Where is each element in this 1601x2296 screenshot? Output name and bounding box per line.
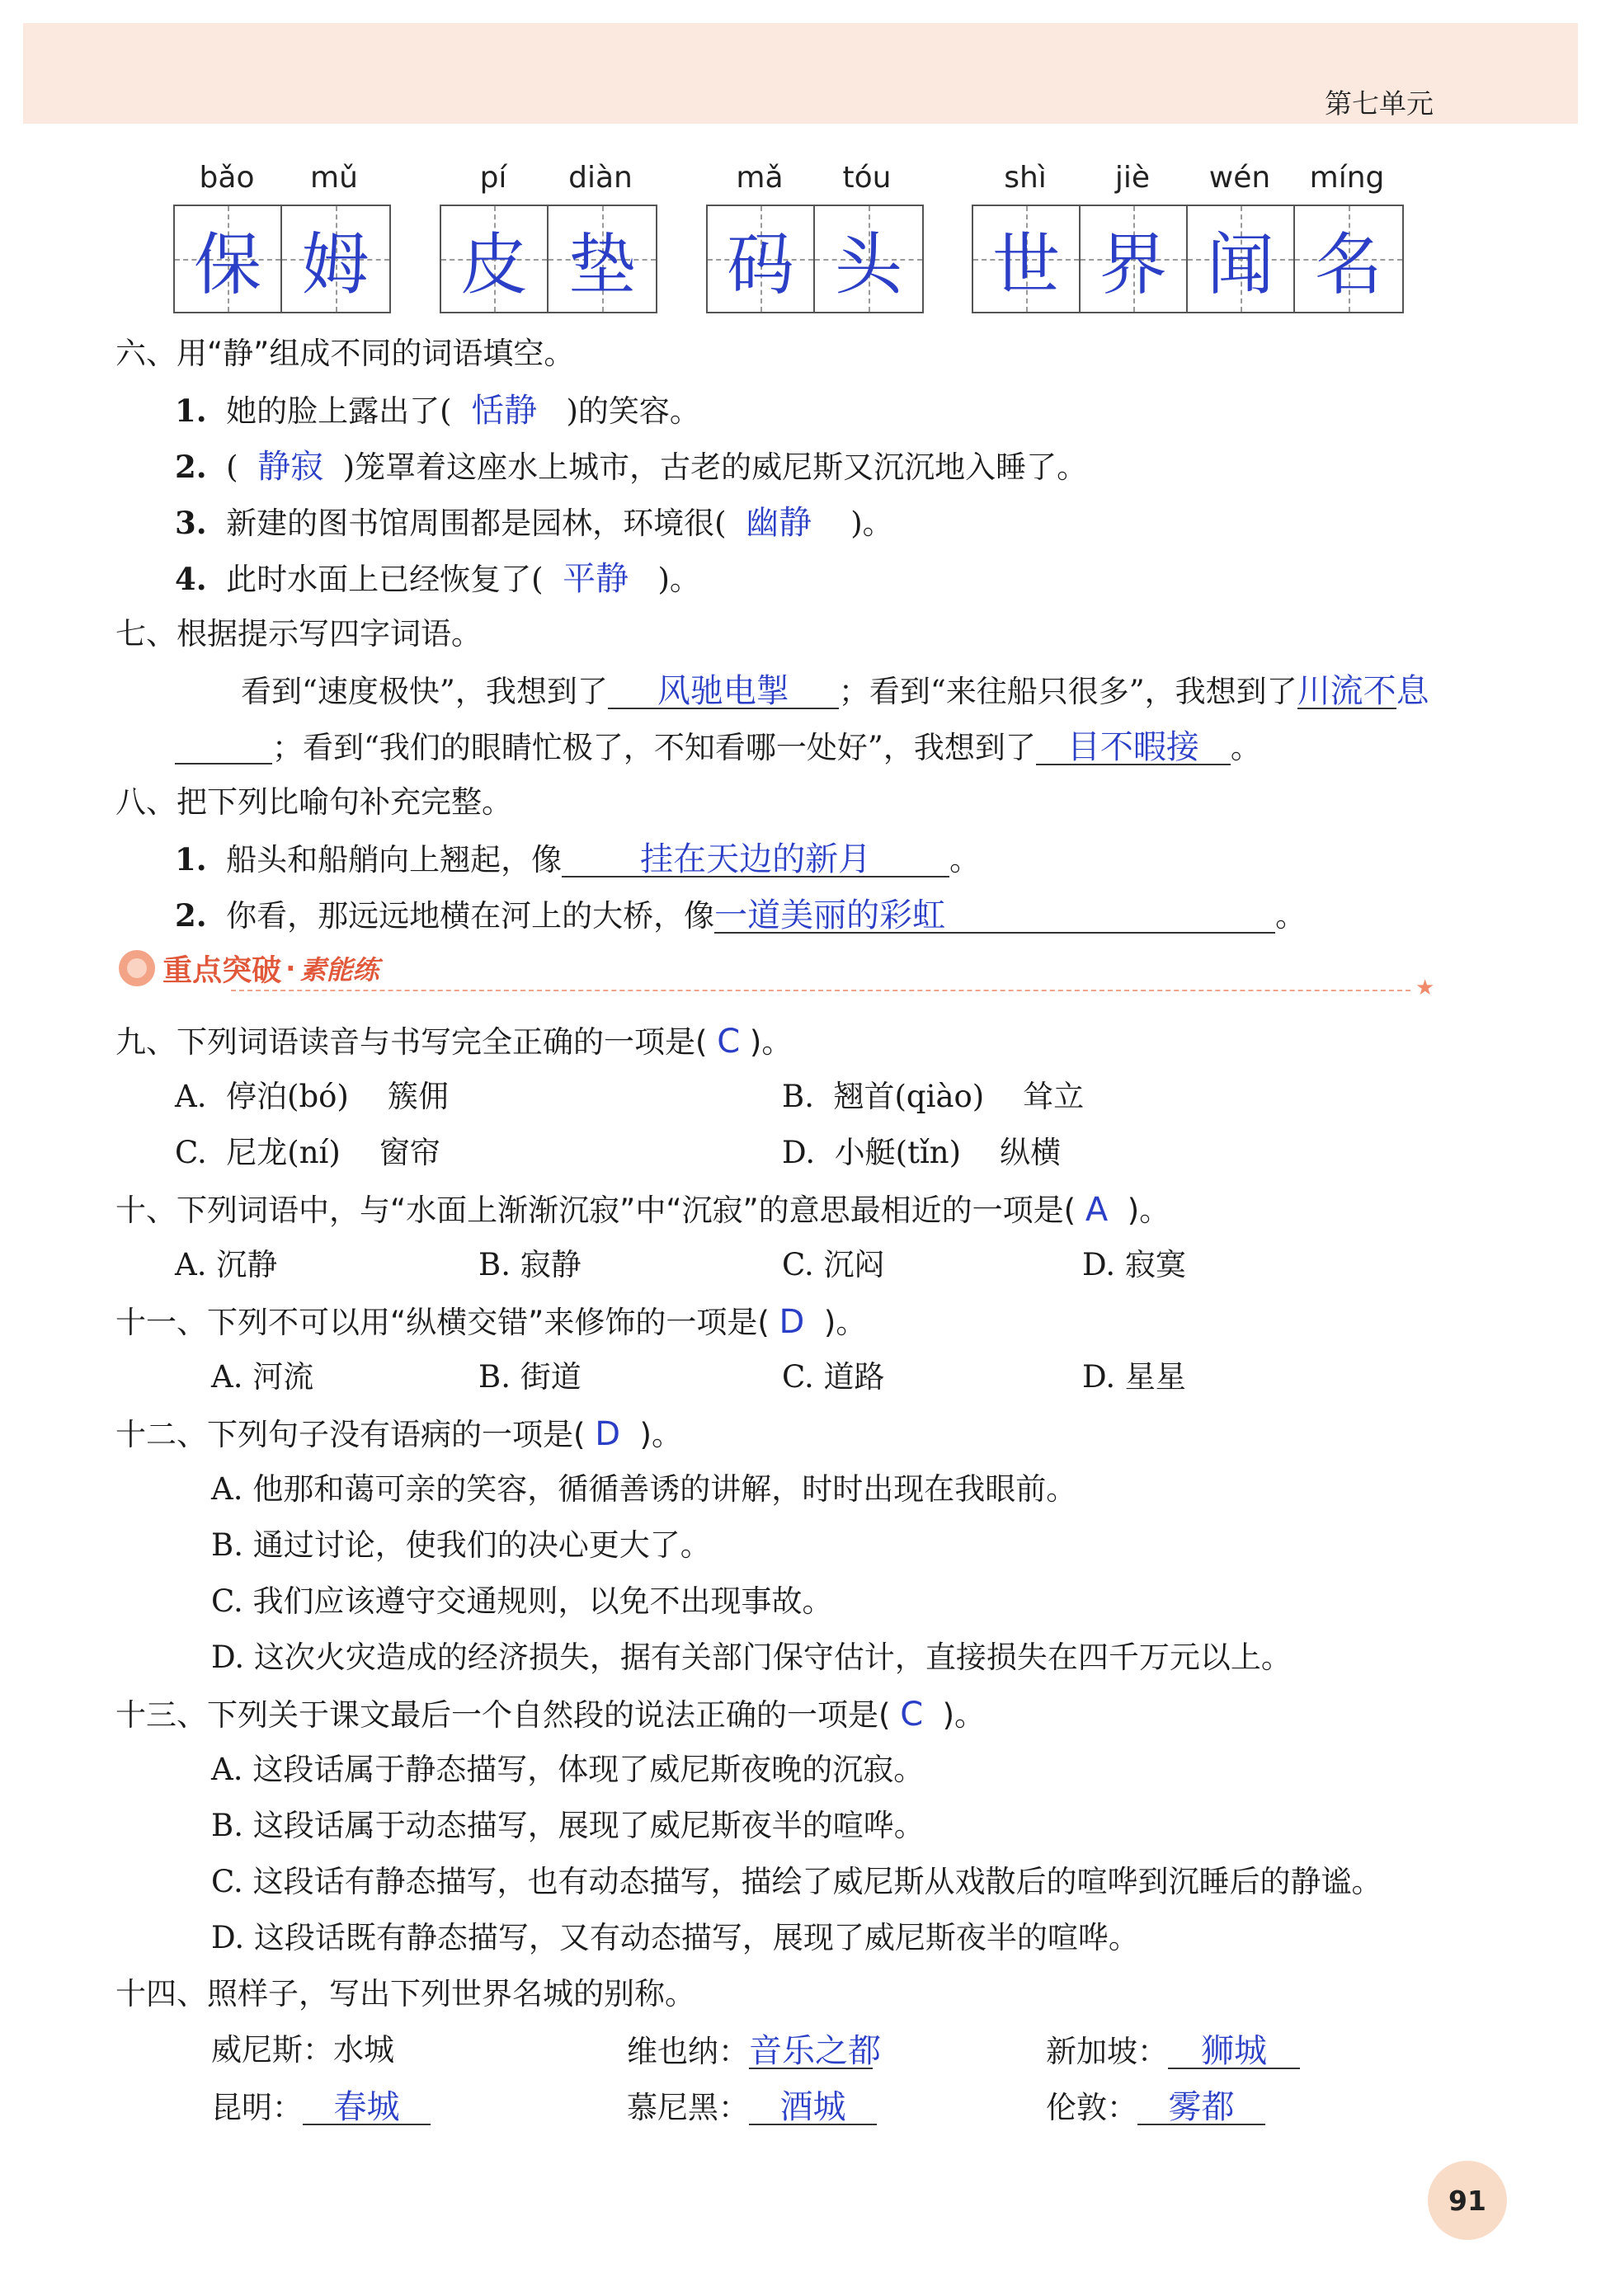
q11-option-d: D. 星星	[1082, 1359, 1186, 1395]
section-dot: ·	[285, 953, 296, 984]
pinyin: shì	[1004, 161, 1047, 195]
q9-title: 九、下列词语读音与书写完全正确的一项是( C )。	[115, 1023, 793, 1061]
tian-grid-cell: 姆	[282, 206, 389, 312]
q8-title: 八、把下列比喻句补充完整。	[115, 784, 512, 820]
q6-title: 六、用“静”组成不同的词语填空。	[115, 336, 575, 371]
unit-title: 第七单元	[1325, 87, 1434, 120]
q7-line-1: 看到“速度极快”，我想到了 风驰电掣 ；看到“来往船只很多”，我想到了川流不息	[241, 672, 1429, 710]
q6-item-1: 1. 她的脸上露出了( 恬静 )的笑容。	[175, 392, 700, 430]
q9-option-d: D. 小艇(tǐn) 纵横	[782, 1135, 1062, 1170]
tian-grid-cell: 界	[1081, 206, 1188, 312]
star-icon: ★	[1415, 976, 1435, 1000]
flower-icon	[115, 947, 158, 990]
q6-item-3: 3. 新建的图书馆周围都是园林，环境很( 幽静 )。	[175, 504, 893, 542]
pinyin: diàn	[568, 161, 633, 195]
answer-text: 恬静	[471, 392, 538, 430]
answer-text: 静寂	[257, 448, 324, 486]
q14-city-2: 维也纳：音乐之都	[627, 2032, 881, 2070]
section-divider	[231, 990, 1410, 991]
q12-title: 十二、下列句子没有语病的一项是( D )。	[115, 1415, 682, 1453]
answer-text: D	[779, 1303, 805, 1341]
answer-text: 幽静	[746, 504, 812, 542]
tian-grid-cell: 保	[175, 206, 282, 312]
q12-option-d: D. 这次火灾造成的经济损失，据有关部门保守估计，直接损失在四千万元以上。	[211, 1640, 1292, 1675]
q10-option-d: D. 寂寞	[1082, 1247, 1186, 1282]
q10-option-c: C. 沉闷	[782, 1247, 885, 1282]
answer-text: 一道美丽的彩虹	[714, 896, 946, 934]
answer-text: 酒城	[779, 2088, 846, 2126]
pinyin: jiè	[1114, 161, 1151, 195]
q7-line-2: ；看到“我们的眼睛忙极了，不知看哪一处好”，我想到了 目不暇接 。	[175, 731, 1261, 765]
answer-text: 平静	[563, 560, 629, 598]
q11-title: 十一、下列不可以用“纵横交错”来修饰的一项是( D )。	[115, 1303, 867, 1341]
q11-option-c: C. 道路	[782, 1359, 885, 1395]
tian-grid-cell: 头	[815, 206, 922, 312]
answer-text: 川流不息	[1297, 672, 1429, 710]
pinyin: mǔ	[310, 161, 358, 195]
q14-city-3: 新加坡： 狮城	[1046, 2035, 1300, 2069]
q10-option-a: A. 沉静	[175, 1247, 278, 1282]
section-subtitle: 素能练	[299, 954, 379, 986]
q14-city-5: 慕尼黑： 酒城	[627, 2091, 877, 2125]
q12-option-c: C. 我们应该遵守交通规则，以免不出现事故。	[211, 1583, 833, 1619]
tian-grid-cell: 皮	[441, 206, 549, 312]
q12-option-a: A. 他那和蔼可亲的笑容，循循善诱的讲解，时时出现在我眼前。	[211, 1471, 1077, 1507]
q9-option-a: A. 停泊(bó) 簇佣	[175, 1079, 449, 1114]
answer-text: 目不暇接	[1067, 728, 1199, 766]
q14-title: 十四、照样子，写出下列世界名城的别称。	[115, 1976, 695, 2011]
q8-item-1: 1. 船头和船艄向上翘起，像 挂在天边的新月 。	[175, 840, 981, 878]
tian-grid-cell: 世	[973, 206, 1081, 312]
q8-item-2: 2. 你看，那远远地横在河上的大桥，像一道美丽的彩虹 。	[175, 896, 1307, 934]
pinyin: míng	[1309, 161, 1385, 195]
pinyin: bǎo	[199, 161, 255, 195]
answer-text: 雾都	[1168, 2088, 1235, 2126]
tian-grid-cell: 码	[708, 206, 815, 312]
q13-option-a: A. 这段话属于静态描写，体现了威尼斯夜晚的沉寂。	[211, 1752, 925, 1787]
answer-text: 春城	[333, 2088, 400, 2126]
q11-option-a: A. 河流	[211, 1359, 314, 1395]
q9-option-c: C. 尼龙(ní) 窗帘	[175, 1135, 440, 1170]
q10-title: 十、下列词语中，与“水面上渐渐沉寂”中“沉寂”的意思最相近的一项是( A )。	[115, 1191, 1170, 1229]
q9-option-b: B. 翘首(qiào) 耸立	[782, 1079, 1085, 1114]
q11-option-b: B. 街道	[478, 1359, 582, 1395]
q10-option-b: B. 寂静	[478, 1247, 582, 1282]
q14-city-4: 昆明： 春城	[211, 2091, 431, 2125]
answer-text: 风驰电掣	[657, 672, 789, 710]
answer-text: C	[900, 1696, 924, 1734]
q7-title: 七、根据提示写四字词语。	[115, 616, 482, 652]
q13-option-c: C. 这段话有静态描写，也有动态描写，描绘了威尼斯从戏散后的喧哗到沉睡后的静谧。	[211, 1864, 1382, 1899]
answer-text: D	[595, 1415, 621, 1453]
q14-city-6: 伦敦： 雾都	[1046, 2091, 1265, 2125]
q13-title: 十三、下列关于课文最后一个自然段的说法正确的一项是( C )。	[115, 1696, 986, 1734]
q12-option-b: B. 通过讨论，使我们的决心更大了。	[211, 1527, 711, 1563]
answer-text: C	[717, 1023, 741, 1061]
section-title: 重点突破	[162, 953, 282, 988]
q13-option-d: D. 这段话既有静态描写，又有动态描写，展现了威尼斯夜半的喧哗。	[211, 1920, 1139, 1955]
q6-item-2: 2. ( 静寂 )笼罩着这座水上城市，古老的威尼斯又沉沉地入睡了。	[175, 448, 1088, 486]
pinyin: wén	[1208, 161, 1271, 195]
tian-grid-cell: 垫	[549, 206, 656, 312]
answer-text: 狮城	[1201, 2032, 1267, 2070]
section-heading	[115, 947, 379, 990]
tian-grid-cell: 闻	[1188, 206, 1295, 312]
q14-city-1: 威尼斯：水城	[211, 2032, 394, 2068]
q13-option-b: B. 这段话属于动态描写，展现了威尼斯夜半的喧哗。	[211, 1808, 925, 1843]
answer-text: 音乐之都	[749, 2032, 881, 2070]
pinyin: tóu	[842, 161, 892, 195]
pinyin: pí	[479, 161, 507, 195]
answer-text: 挂在天边的新月	[640, 840, 872, 878]
pinyin: mǎ	[736, 161, 784, 195]
tian-grid-cell: 名	[1295, 206, 1402, 312]
q6-item-4: 4. 此时水面上已经恢复了( 平静 )。	[175, 560, 700, 598]
page-number: 91	[1428, 2161, 1507, 2240]
answer-text: A	[1085, 1191, 1109, 1229]
